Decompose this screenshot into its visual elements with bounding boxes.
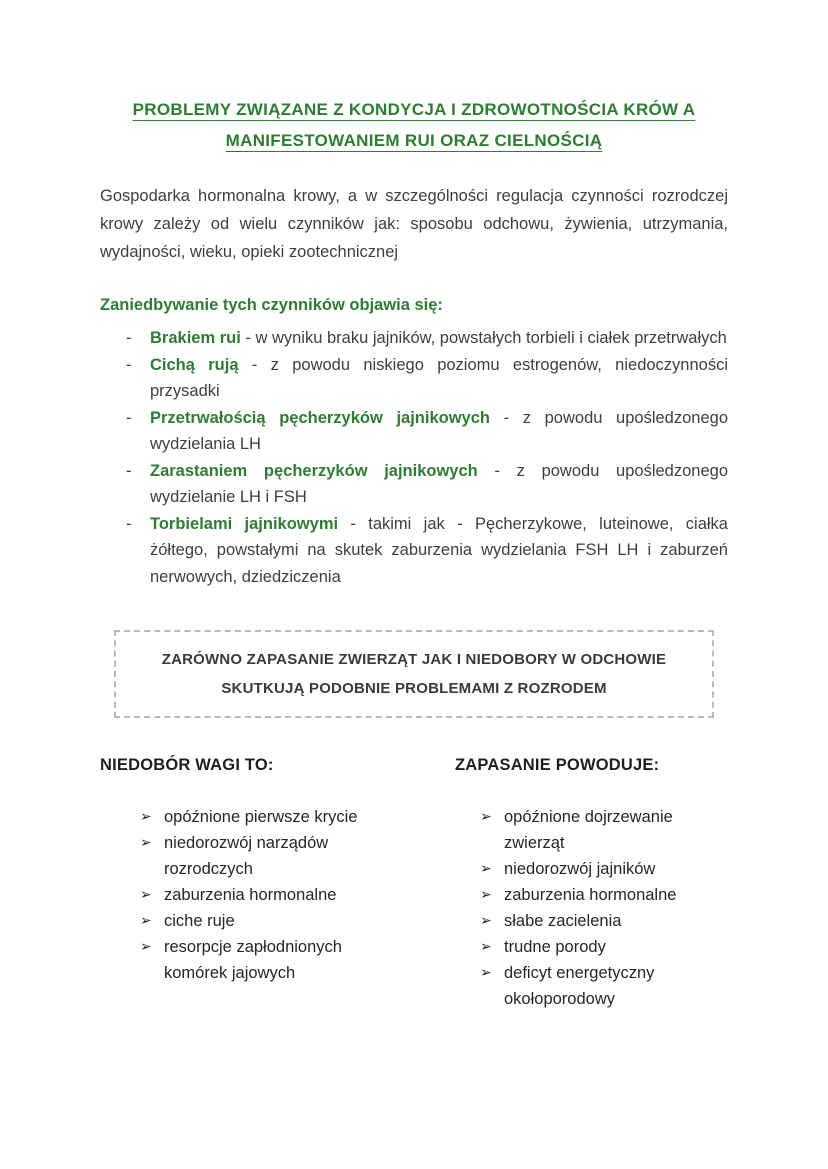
symptom-list	[100, 325, 728, 590]
list-item	[100, 458, 728, 511]
symptom-term: Brakiem rui	[150, 329, 241, 347]
list-item-text: zaburzenia hormonalne	[164, 886, 337, 904]
list-item	[480, 908, 728, 934]
list-item-text: niedorozwój narządów rozrodczych	[164, 834, 329, 878]
arrow-bullet-icon: ➢	[480, 887, 492, 903]
symptoms-heading: Zaniedbywanie tych czynników objawia się:	[100, 296, 443, 314]
callout-box: ZARÓWNO ZAPASANIE ZWIERZĄT JAK I NIEDOBORY W ODCHOWIE SKUTKUJĄ PODOBNIE PROBLEMAMI Z ROZRODEM	[114, 630, 714, 718]
symptom-desc: - z powodu upośledzonego wydzielania LH	[150, 408, 728, 453]
symptom-desc: - z powodu niskiego poziomu estrogenów, niedoczynności przysadki	[150, 355, 728, 400]
dash-bullet-icon: -	[126, 355, 132, 374]
list-item	[140, 882, 455, 908]
page-title: PROBLEMY ZWIĄZANE Z KONDYCJA I ZDROWOTNOŚCIA KRÓW A MANIFESTOWANIEM RUI ORAZ CIELNOŚCIĄ	[132, 100, 696, 150]
list-item	[140, 830, 455, 882]
list-item-text: opóźnione pierwsze krycie	[164, 808, 358, 826]
list-item-text	[150, 458, 728, 511]
list-item	[100, 405, 728, 458]
list-item	[140, 908, 455, 934]
dash-bullet-icon: -	[126, 461, 132, 480]
arrow-bullet-icon: ➢	[140, 887, 152, 903]
list-item-text: ciche ruje	[164, 912, 235, 930]
left-column-list	[100, 804, 455, 986]
list-item-text: deficyt energetyczny okołoporodowy	[504, 964, 655, 1008]
arrow-bullet-icon: ➢	[140, 939, 152, 955]
list-item	[480, 934, 728, 960]
symptom-desc: - z powodu upośledzonego wydzielanie LH i FSH	[150, 461, 728, 506]
symptom-term: Zarastaniem pęcherzyków jajnikowych	[150, 461, 478, 480]
arrow-bullet-icon: ➢	[480, 809, 492, 825]
arrow-bullet-icon: ➢	[480, 965, 492, 981]
arrow-bullet-icon: ➢	[140, 809, 152, 825]
left-column-heading: NIEDOBÓR WAGI TO:	[100, 756, 274, 774]
arrow-bullet-icon: ➢	[480, 913, 492, 929]
arrow-bullet-icon: ➢	[140, 913, 152, 929]
list-item	[480, 856, 728, 882]
list-item	[100, 511, 728, 591]
list-item-text: zaburzenia hormonalne	[504, 886, 677, 904]
list-item	[100, 352, 728, 405]
arrow-bullet-icon: ➢	[480, 861, 492, 877]
list-item-text	[150, 511, 728, 591]
list-item	[480, 960, 728, 1012]
arrow-bullet-icon: ➢	[480, 939, 492, 955]
list-item-text: resorpcje zapłodnionych komórek jajowych	[164, 938, 342, 982]
list-item-text: słabe zacielenia	[504, 912, 622, 930]
list-item-text: trudne porody	[504, 938, 606, 956]
intro-paragraph: Gospodarka hormonalna krowy, a w szczególności regulacja czynności rozrodczej krowy zależy od wielu czynników jak: sposobu odchowu, żywienia, utrzymania, wydajności, wieku, opieki zootechnicznej	[100, 187, 728, 261]
list-item	[140, 934, 455, 986]
list-item-text: niedorozwój jajników	[504, 860, 656, 878]
list-item	[140, 804, 455, 830]
arrow-bullet-icon: ➢	[140, 835, 152, 851]
symptom-desc: - w wyniku braku jajników, powstałych torbieli i ciałek przetrwałych	[245, 329, 727, 347]
two-column-section	[100, 754, 728, 1012]
right-column	[455, 754, 728, 1012]
list-item	[480, 882, 728, 908]
symptom-desc: - takimi jak - Pęcherzykowe, luteinowe, ciałka żółtego, powstałymi na skutek zaburzenia wydzielania FSH LH i zaburzeń nerwowych, dziedziczenia	[150, 514, 728, 586]
right-column-heading: ZAPASANIE POWODUJE:	[455, 756, 660, 774]
list-item-text: opóźnione dojrzewanie zwierząt	[504, 808, 673, 852]
list-item-text	[150, 352, 728, 405]
list-item-text	[150, 405, 728, 458]
list-item	[480, 804, 728, 856]
left-column	[100, 754, 455, 1012]
symptom-term: Cichą rują	[150, 355, 239, 374]
list-item-text	[150, 325, 728, 352]
symptom-term: Torbielami jajnikowymi	[150, 514, 339, 533]
symptom-term: Przetrwałością pęcherzyków jajnikowych	[150, 408, 490, 427]
dash-bullet-icon: -	[126, 514, 132, 533]
right-column-list	[455, 804, 728, 1012]
list-item	[100, 325, 728, 352]
dash-bullet-icon: -	[126, 408, 132, 427]
dash-bullet-icon: -	[126, 329, 132, 347]
